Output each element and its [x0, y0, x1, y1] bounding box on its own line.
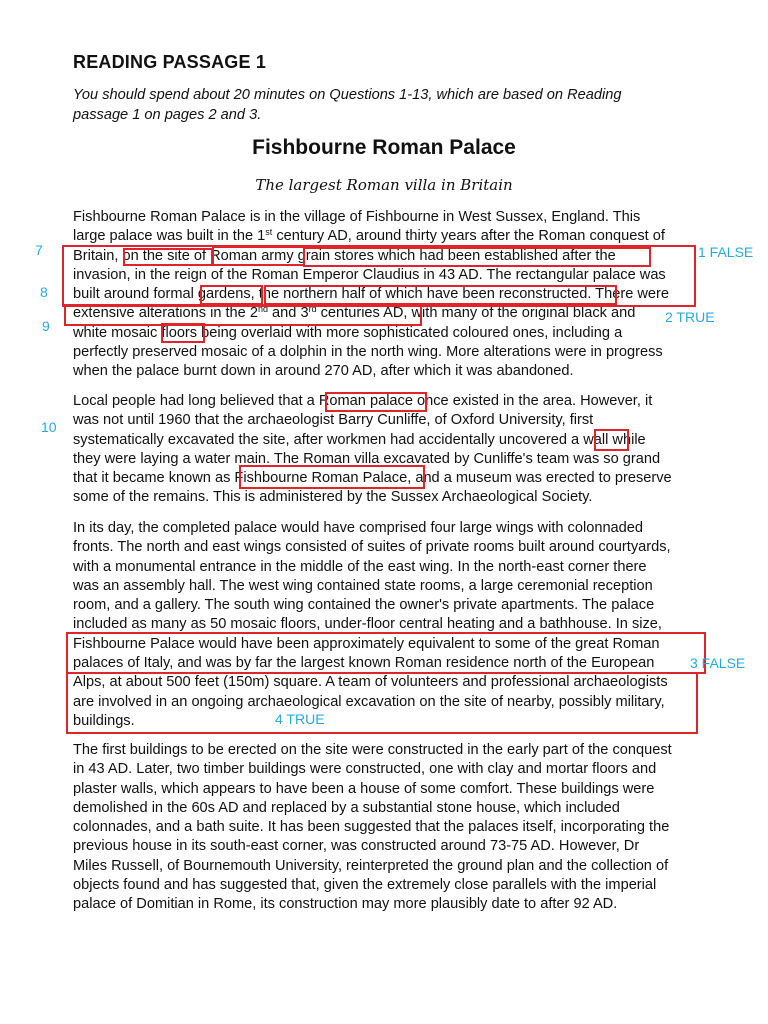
passage-title: Fishbourne Roman Palace [252, 136, 516, 159]
paragraph-line: Local people had long believed that a Roman palace once existed in the area. However, it [73, 393, 653, 409]
paragraph-line: perfectly preserved mosaic of a dolphin in the north wing. More alterations were in progress [73, 344, 663, 361]
answer-note: 4 TRUE [275, 711, 325, 727]
paragraph-line: some of the remains. This is administered by the Sussex Archaeological Society. [73, 489, 593, 506]
highlight-box [303, 247, 651, 267]
paragraph-line: they were laying a water main. The Roman villa excavated by Cunliffe's team was so grand [73, 450, 661, 467]
question-number: 8 [40, 284, 48, 300]
paragraph-line: Alps, at about 500 feet (150m) square. A team of volunteers and professional archaeologists [73, 674, 668, 691]
paragraph-line: Fishbourne Palace would have been approximately equivalent to some of the great Roman [73, 635, 660, 652]
paragraph-line: objects found and has suggested that, given the extremely close parallels with the imperial [73, 877, 657, 894]
paragraph-line: plaster walls, which appears to have been a house of some comfort. These buildings were [73, 780, 655, 797]
paragraph-line: colonnades, and a bath suite. It has been suggested that the palaces itself, incorporating the [73, 819, 670, 836]
paragraph-line: Britain, on the site of Roman army grain stores which had been established after the [73, 247, 616, 264]
answer-note: 2 TRUE [665, 309, 715, 325]
highlight-box [66, 672, 698, 734]
highlight-box [64, 304, 422, 326]
paragraph-line: buildings. [73, 712, 135, 729]
highlight-box [594, 429, 629, 451]
paragraph-line: large palace was built in the 1st century AD, around thirty years after the Roman conquest of [73, 227, 665, 245]
paragraph-line: demolished in the 60s AD and replaced by a substantial stone house, which included [73, 799, 620, 816]
paragraph-line: when the palace burnt down in around 270 AD, after which it was abandoned. [73, 363, 574, 380]
paragraph-line: with a monumental entrance in the middle of the east wing. In the north-east corner there [73, 558, 647, 575]
highlight-box [123, 248, 213, 266]
instructions-line: You should spend about 20 minutes on Questions 1-13, which are based on Reading [73, 87, 622, 103]
highlight-box [264, 285, 617, 305]
answer-note: 3 FALSE [690, 655, 746, 671]
paragraph-line: Fishbourne Roman Palace is in the village of Fishbourne in West Sussex, England. This [73, 209, 641, 225]
instructions [73, 86, 673, 125]
passage-subtitle: The largest Roman villa in Britain [255, 176, 513, 194]
paragraph-line: extensive alterations in the 2nd and 3rd centuries AD, with many of the original black and [73, 304, 636, 322]
section-heading: READING PASSAGE 1 [73, 52, 267, 72]
question-number: 10 [41, 419, 57, 435]
highlight-box [66, 632, 706, 674]
paragraph-line: was an assembly hall. The west wing contained state rooms, a large ceremonial reception [73, 577, 653, 594]
paragraph-line: was not until 1960 that the archaeologist Barry Cunliffe, of Oxford University, first [73, 412, 594, 429]
paragraph-4 [73, 741, 703, 915]
paragraph-line: previous house in its south-east corner, was constructed around 73-75 AD. However, Dr [73, 838, 640, 855]
paragraph-line: that it became known as Fishbourne Roman Palace, and a museum was erected to preserve [73, 470, 672, 487]
question-number: 7 [35, 242, 43, 258]
paragraph-line: palace of Domitian in Rome, its construction may more plausibly date to after 92 AD. [73, 896, 618, 913]
paragraph-line: The first buildings to be erected on the site were constructed in the early part of the conquest [73, 742, 672, 758]
highlight-box [325, 392, 427, 412]
paragraph-line: In its day, the completed palace would have comprised four large wings with colonnaded [73, 520, 644, 536]
question-number: 9 [42, 318, 50, 334]
highlight-box [161, 323, 205, 343]
paragraph-line: fronts. The north and east wings consisted of suites of private rooms built around courtyards, [73, 539, 671, 556]
paragraph-line: in 43 AD. Later, two timber buildings were constructed, one with clay and mortar floors and [73, 761, 657, 778]
highlight-box [212, 246, 305, 266]
paragraph-line: are involved in an ongoing archaeological excavation on the site of nearby, possibly military, [73, 693, 665, 710]
paragraph-line: invasion, in the reign of the Roman Emperor Claudius in 43 AD. The rectangular palace was [73, 266, 666, 283]
instructions-line: passage 1 on pages 2 and 3. [73, 106, 262, 123]
paragraph-line: built around formal gardens, the northern half of which have been reconstructed. There were [73, 286, 669, 303]
paragraph-line: palaces of Italy, and was by far the largest known Roman residence north of the European [73, 655, 655, 672]
paragraph-line: room, and a gallery. The south wing contained the owner's private apartments. The palace [73, 597, 655, 614]
paragraph-line: included as many as 50 mosaic floors, under-floor central heating and a bathhouse. In size, [73, 616, 662, 633]
paragraph-line: systematically excavated the site, after workmen had accidentally uncovered a wall while [73, 431, 646, 448]
highlight-box [239, 465, 425, 489]
paragraph-line: Miles Russell, of Bournemouth University, reinterpreted the ground plan and the collection of [73, 857, 669, 874]
highlight-box [200, 285, 263, 305]
answer-note: 1 FALSE [698, 244, 754, 260]
paragraph-line: white mosaic floors being overlaid with more sophisticated coloured ones, including a [73, 324, 623, 341]
